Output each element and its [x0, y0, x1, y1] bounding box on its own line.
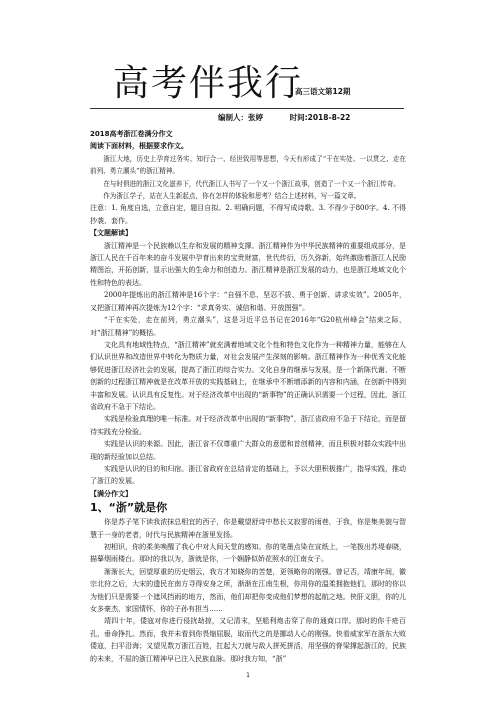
background-paragraph: 2000年提炼出的浙江精神是16个字：“自强不息、坚忍不拔、勇于创新、讲求实效”。2005年，又把浙江精神再次提炼为12个字：“求真务实、诚信和谐、开放图强”。 — [90, 291, 406, 312]
material-paragraph: 作为浙江学子，站在人生新起点，你有怎样的体验和思考？结合上述材料，写一篇文章。 — [103, 192, 361, 201]
essay-paragraph: 你是苏子笔下读我浓抹总相宜的西子，你是戴望舒诗中愁长又寂寥的雨巷，于我，你是集美貌与智慧于一身的老者，时代与民族精神在浙里发扬。 — [90, 518, 406, 539]
masthead — [0, 64, 496, 104]
byline — [218, 112, 374, 123]
section-heading: 2018高考浙江卷满分作文 — [90, 130, 173, 138]
essay-paragraph: 靖四十年，倭寇对你进行侵扰劫掠，又记清末，坚船利炮击穿了你的通商口岸。那时的你千疮百孔，垂命挣扎。然而，我并未看到你畏缩屈服，取而代之的是挪动人心的刚强。快看威家军在浙东大败倭寇，扫平沿海；又望见数万浙江百姓，扛起大刀就与敌人拼死拼活，用坚强的脊梁撑起浙江的，民族的未来，不屈的浙江精神早已注入民族血脉。那时我方知，“浙” — [90, 617, 406, 663]
page-number: 1 — [246, 672, 250, 679]
issue-label: 高三语文第12期 — [295, 87, 351, 96]
background-paragraph: 实践是认识的目的和归宿。浙江省政府在总结肯定的基础上，予以大胆积极推广，指导实践，推动了浙江的发展。 — [90, 464, 406, 486]
header-rule — [90, 108, 404, 109]
background-paragraph: 实践是认识的来源。因此，浙江省不仅尊重广大群众的意愿和首创精神，而且积极对群众实践中出现的新经验加以总结。 — [90, 440, 406, 461]
background-paragraph: 实践是检验真理的唯一标准。对于经济改革中出现的“新事物”，浙江省政府不急于下结论，而是留待实践充分检验。 — [90, 415, 406, 436]
note: 注意：1. 角度自选，立意自定，题目自拟。2. 明确问题，不得写成诗歌。3. 不得少于800字。4. 不得抄袭、套作。 — [90, 204, 406, 225]
background-label: 【文题解读】 — [90, 229, 132, 238]
date-label: 时间:2018-8-22 — [289, 113, 351, 122]
material-paragraph: 浙江大地，历史上孕育过务实、知行合一、经世致用等思想，今天有形成了“干在实处、一以贯之、走在前列、勇立潮头”的浙江精神。 — [90, 154, 406, 176]
sample-label: 【满分作文】 — [90, 489, 132, 498]
essay-title: 1、“浙”就是你 — [90, 501, 168, 515]
background-paragraph: 文化具有地域性特点，“浙江精神”就充满着地域文化个性和特色文化作为一种精神力量，能够在人们认识世界和改造世界中转化为物质力量，对社会发展产生深刻的影响。浙江精神作为一种优秀文化能够促进浙江经济社会的发展，提高了浙江的综合实力。文化自身的继承与发展，是一个新陈代谢、不断创新的过程浙江精神就是在改革开放的实践基础上，在继承中不断增添新的内容和内涵，在创新中得到丰富和发展。认识具有反复性。对于经济改革中出现的“新事物”的正确认识需要一个过程，因此，浙江省政府不急于下结论。 — [90, 340, 406, 411]
background-paragraph: “干在实处，走在前列，勇立潮头”，这是习近平总书记在2016年“G20杭州峰会”结束之际，对“浙江精神”的概括。 — [90, 316, 406, 337]
essay-paragraph: 初相识，你的柔美唤醒了我心中对人间天堂的感知。你的笔墨点染在宣纸上，一笔拨出苏堤春晓，描摹烟雨楼台。那时的我以为，浙就是你，一个娴静似娇花照水的江南女子。 — [90, 543, 406, 564]
material-paragraph: 在与时俱进的浙江文化滋养下，代代浙江人书写了一个又一个浙江故事，创造了一个又一个浙江传奇。 — [103, 179, 400, 188]
instruction: 阅读下面材料，根据要求作文。 — [90, 142, 188, 151]
article-body — [90, 128, 406, 665]
editor-label: 编制人：张婷 — [218, 113, 263, 122]
essay-paragraph: 渐渐长大，回望厚重的历史烟云，我方才知晓你的苦楚，更领略你的刚强。曾记否，靖康年间，徽宗北狩之后，大宋的遗民在南方寻得安身之所，渐渐在江南生根，你用你的温柔拥抱他们，那时的你以为他们只是需要一个遮风挡雨的地方，然而，他们却把你变成他们梦想的起航之地。侠肝义胆，你的儿女多豪杰，家国情怀，你的子孙有担当…… — [90, 567, 406, 614]
newsletter-title: 高考伴我行 — [113, 63, 304, 104]
background-paragraph: 浙江精神是一个民族赖以生存和发展的精神支撑。浙江精神作为中华民族精神的重要组成部分，是浙江人民在千百年来的奋斗发展中孕育出来的宝贵财富，世代传衍，历久弥新，始终激励着浙江人民励精图治，开拓创新，显示出强大的生命力和创造力。浙江精神是浙江发展的动力，也是浙江地域文化个性和特色的表达。 — [90, 241, 406, 287]
